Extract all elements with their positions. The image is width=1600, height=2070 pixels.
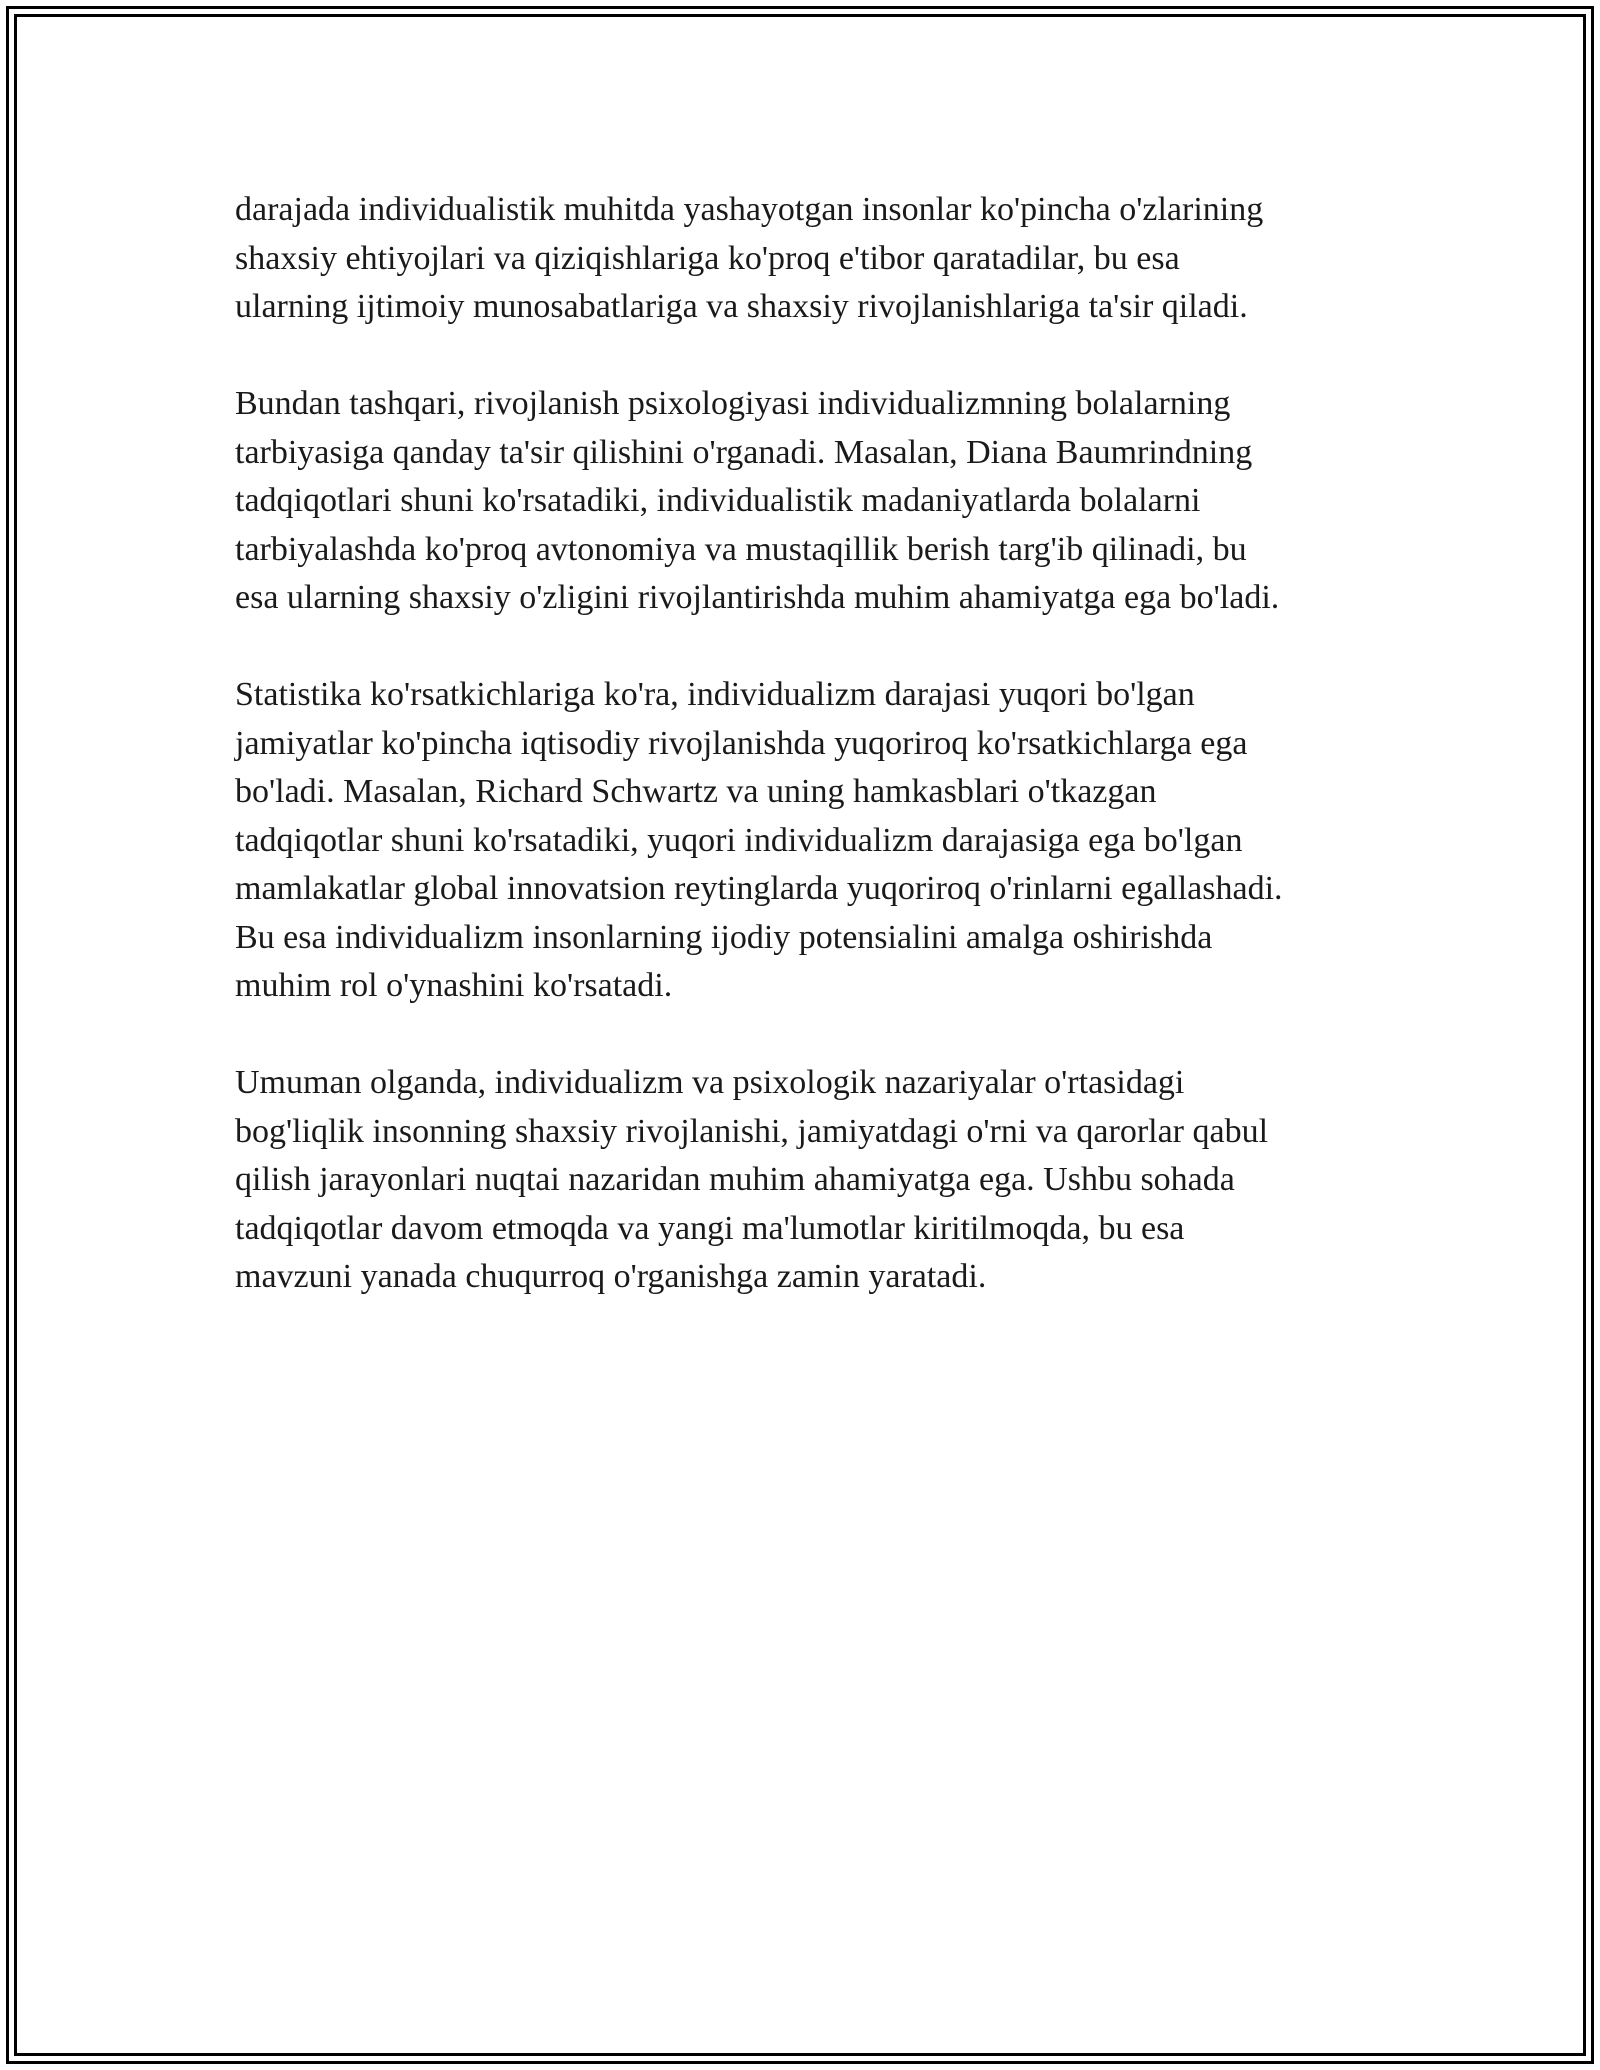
paragraph-conclusion: Umuman olganda, individualizm va psixologik nazariyalar o'rtasidagi bog'liqlik insonning shaxsiy rivojlanishi, jamiyatdagi o'rni va qarorlar qabul qilish jarayonlari nuqtai nazaridan muhim ahamiyatga ega. Ushbu sohada tadqiqotlar davom etmoqda va yangi ma'lumotlar kiritilmoqda, bu esa mavzuni yanada chuqurroq o'rganishga zamin yaratadi. (235, 1064, 1269, 1295)
document-body (235, 186, 1375, 1350)
paragraph-statistics: Statistika ko'rsatkichlariga ko'ra, individualizm darajasi yuqori bo'lgan jamiyatlar ko'pincha iqtisodiy rivojlanishda yuqoriroq ko'rsatkichlarga ega bo'ladi. Masalan, Richard Schwartz va uning hamkasblari o'tkazgan tadqiqotlar shuni ko'rsatadiki, yuqori individualizm darajasiga ega bo'lgan mamlakatlar global innovatsion reytinglarda yuqoriroq o'rinlarni egallashadi. Bu esa individualizm insonlarning ijodiy potensialini amalga oshirishda muhim rol o'ynashini ko'rsatadi. (235, 676, 1283, 1004)
paragraph-developmental-psychology: Bundan tashqari, rivojlanish psixologiyasi individualizmning bolalarning tarbiyasiga qanday ta'sir qilishini o'rganadi. Masalan, Diana Baumrindning tadqiqotlari shuni ko'rsatadiki, individualistik madaniyatlarda bolalarni tarbiyalashda ko'proq avtonomiya va mustaqillik berish targ'ib qilinadi, bu esa ularning shaxsiy o'zligini rivojlantirishda muhim ahamiyatga ega bo'ladi. (235, 385, 1280, 616)
paragraph-individualistic-environment: darajada individualistik muhitda yashayotgan insonlar ko'pincha o'zlarining shaxsiy ehtiyojlari va qiziqishlariga ko'proq e'tibor qaratadilar, bu esa ularning ijtimoiy munosabatlariga va shaxsiy rivojlanishlariga ta'sir qiladi. (235, 191, 1264, 325)
